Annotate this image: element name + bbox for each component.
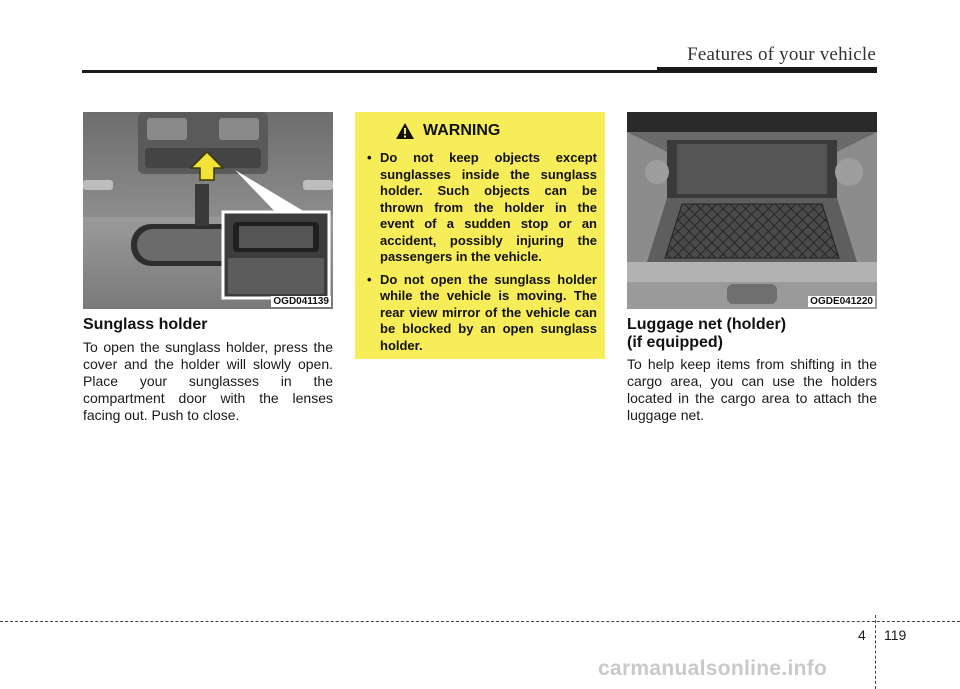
luggage-net-title [627, 316, 786, 352]
footer-divider [875, 615, 876, 689]
luggage-net-illustration [627, 112, 877, 309]
sunglass-holder-illustration [83, 112, 333, 309]
sunglass-holder-body: To open the sunglass holder, press the cover and the holder will slowly open. Place your sunglasses in the compartment door with the lenses facing out. Push to close. [83, 339, 333, 423]
chapter-number: 4 [858, 627, 866, 643]
warning-item-text: Do not keep objects except sunglasses inside the sunglass holder. Such objects can be thrown from the holder in the event of a sudden stop or an accident, possibly injuring the passengers in the vehicle. [380, 150, 597, 264]
footer-rule [0, 621, 960, 622]
warning-list [363, 150, 597, 354]
photo-code-right: OGDE041220 [810, 296, 873, 307]
watermark: carmanualsonline.info [598, 657, 828, 680]
warning-box [355, 112, 605, 359]
page-header-title: Features of your vehicle [687, 44, 876, 65]
warning-triangle-icon [395, 122, 415, 140]
photo-code-left: OGD041139 [273, 296, 329, 307]
luggage-net-photo [627, 112, 877, 309]
warning-heading [395, 122, 597, 140]
header-rule-accent [657, 67, 877, 73]
warning-item [363, 272, 597, 355]
page-number: 119 [884, 627, 907, 643]
luggage-net-title-line1: Luggage net (holder) [627, 316, 787, 333]
sunglass-holder-photo [83, 112, 333, 309]
warning-item-text: Do not open the sunglass holder while the vehicle is moving. The rear view mirror of the vehicle can be blocked by an open sunglass holder. [380, 271, 597, 353]
warning-heading-label: WARNING [423, 122, 501, 139]
sunglass-holder-title: Sunglass holder [83, 316, 208, 333]
bullet: • [367, 150, 372, 165]
bullet: • [367, 271, 372, 287]
warning-item [363, 150, 597, 266]
luggage-net-title-line2: (if equipped) [627, 334, 723, 351]
luggage-net-body: To help keep items from shifting in the cargo area, you can use the holders located in the cargo area to attach the luggage net. [627, 356, 877, 423]
